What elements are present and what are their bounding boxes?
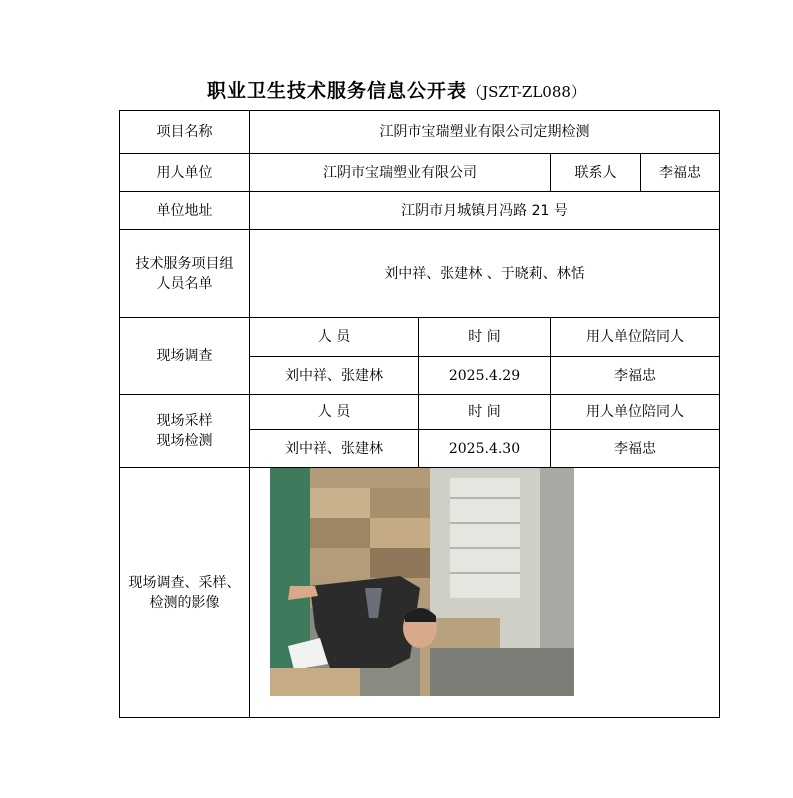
- row-sampling-header: [120, 395, 720, 430]
- survey-date: 2025.4.29: [419, 357, 551, 395]
- team-label-line2: 人员名单: [156, 275, 213, 292]
- site-photo: [270, 468, 574, 696]
- sampling-date: 2025.4.30: [419, 430, 551, 468]
- sampling-label: [120, 395, 250, 468]
- photo-floor: [430, 648, 574, 696]
- sampling-escort: 李福忠: [551, 430, 720, 468]
- page-title: [0, 76, 793, 103]
- sampling-people: 刘中祥、张建林: [250, 430, 419, 468]
- team-label-line1: 技术服务项目组: [135, 255, 234, 272]
- survey-label: 现场调查: [120, 318, 250, 395]
- image-label: [120, 468, 250, 718]
- survey-col-escort: 用人单位陪同人: [551, 318, 720, 357]
- employer-value: 江阴市宝瑞塑业有限公司: [250, 154, 551, 192]
- team-value: 刘中祥、张建林 、于晓莉、林恬: [250, 230, 720, 318]
- row-site-images: [120, 468, 720, 718]
- title-text: 职业卫生技术服务信息公开表: [207, 80, 468, 102]
- image-label-line1: 现场调查、采样、: [128, 574, 241, 591]
- project-name-label: 项目名称: [120, 111, 250, 154]
- image-label-line2: 检测的影像: [149, 594, 220, 611]
- sampling-label-line1: 现场采样: [156, 413, 213, 429]
- sampling-col-escort: 用人单位陪同人: [551, 395, 720, 430]
- employer-label: 用人单位: [120, 154, 250, 192]
- sampling-col-people: 人 员: [250, 395, 419, 430]
- survey-people: 刘中祥、张建林: [250, 357, 419, 395]
- image-cell: [250, 468, 720, 718]
- contact-label: 联系人: [551, 154, 641, 192]
- disclosure-form-table: [119, 110, 720, 718]
- survey-escort: 李福忠: [551, 357, 720, 395]
- sampling-label-line2: 现场检测: [156, 433, 213, 449]
- row-project-name: [120, 111, 720, 154]
- team-label: [120, 230, 250, 318]
- address-label: 单位地址: [120, 192, 250, 230]
- contact-value: 李福忠: [641, 154, 720, 192]
- sampling-col-time: 时 间: [419, 395, 551, 430]
- survey-col-time: 时 间: [419, 318, 551, 357]
- row-survey-header: [120, 318, 720, 357]
- row-team: [120, 230, 720, 318]
- address-value: 江阴市月城镇月冯路 21 号: [250, 192, 720, 230]
- survey-col-people: 人 员: [250, 318, 419, 357]
- project-name-value: 江阴市宝瑞塑业有限公司定期检测: [250, 111, 720, 154]
- photo-person-shirt: [310, 576, 420, 668]
- row-address: [120, 192, 720, 230]
- form-code: （JSZT-ZL088）: [467, 83, 586, 101]
- row-employer: [120, 154, 720, 192]
